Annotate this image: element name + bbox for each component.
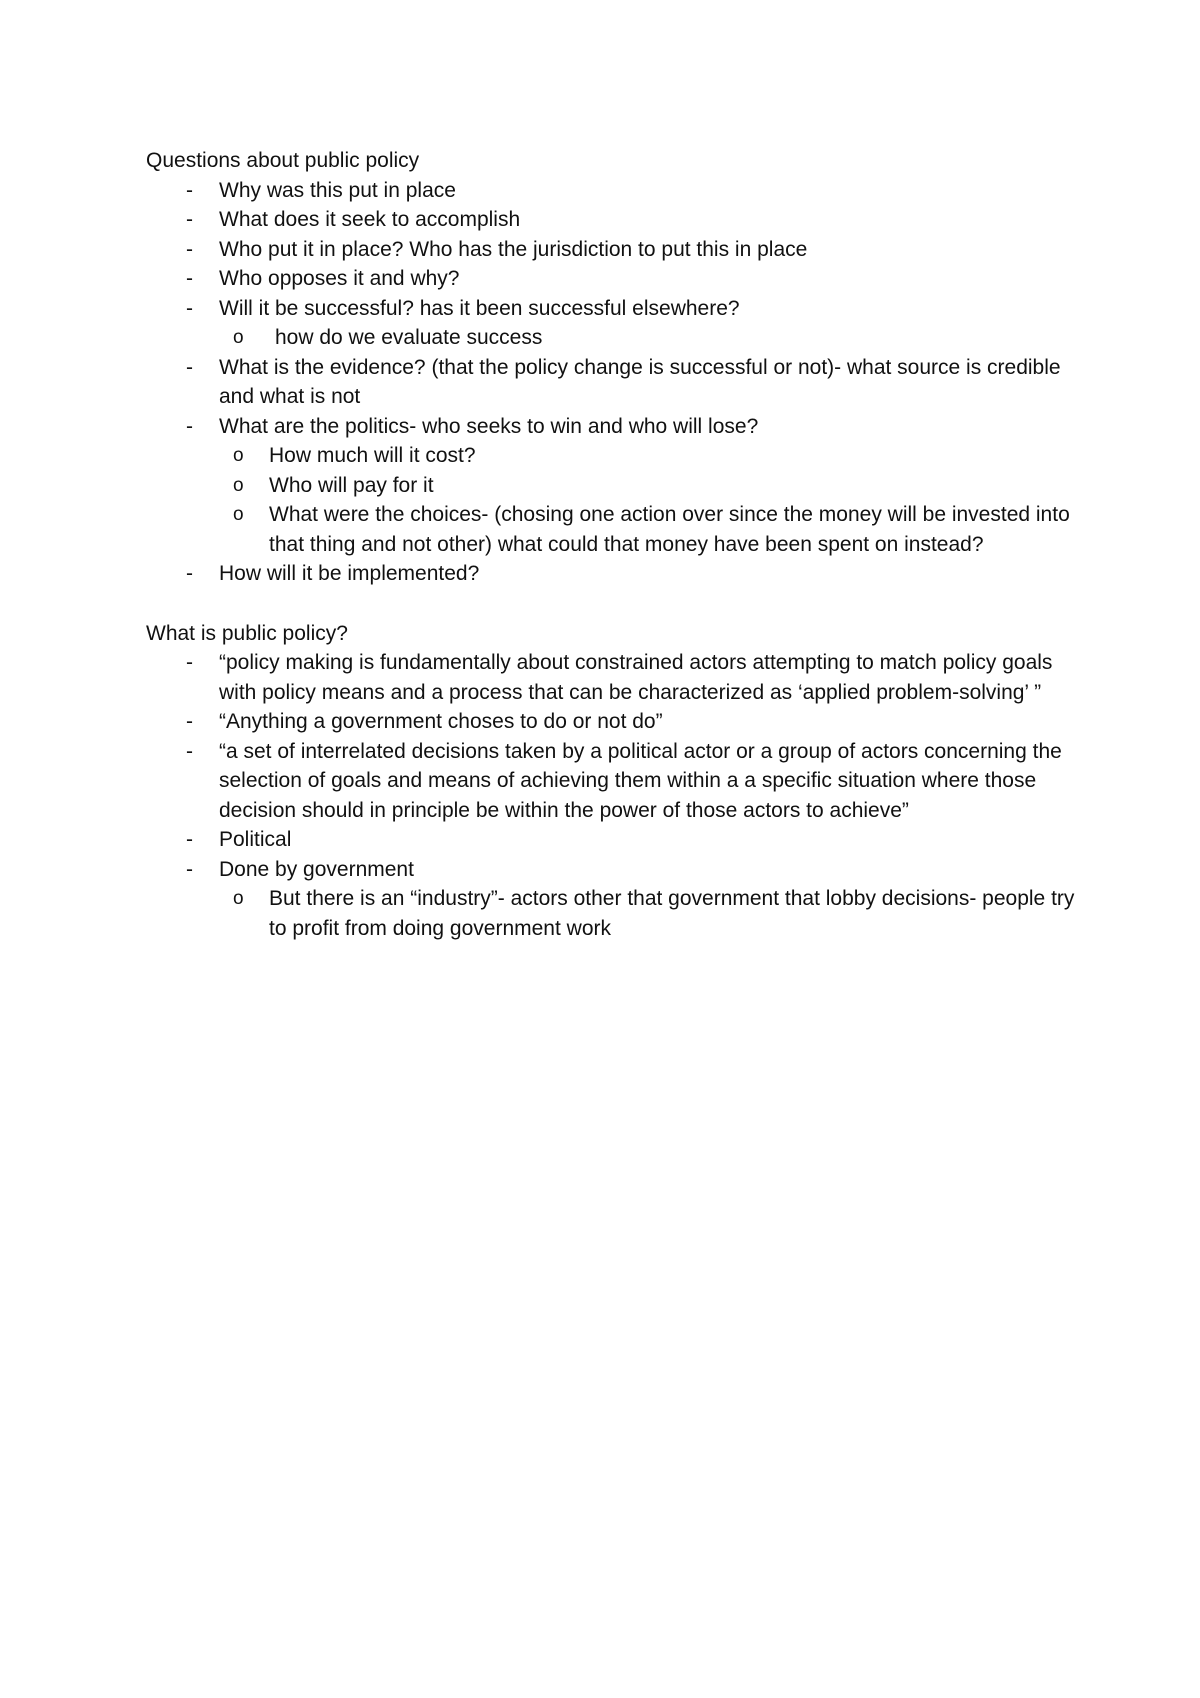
circle-bullet-icon: o (233, 474, 244, 496)
list-item-text: Who put it in place? Who has the jurisdiction to put this in place (219, 237, 808, 261)
list-item (146, 353, 1086, 412)
list-item (146, 264, 1086, 294)
circle-bullet-icon: o (233, 445, 244, 466)
sub-list-item-text: How much will it cost? (269, 444, 476, 467)
sub-list-item-text: Who will pay for it (269, 473, 434, 497)
bullet-list (146, 648, 1086, 943)
document-page (146, 146, 1086, 943)
list-item (146, 855, 1086, 944)
sub-list-item (219, 441, 1086, 471)
dash-bullet-icon: - (186, 857, 193, 881)
dash-bullet-icon: - (186, 208, 193, 231)
bullet-list (146, 176, 1086, 589)
dash-bullet-icon: - (186, 651, 193, 674)
circle-bullet-icon: o (233, 504, 244, 525)
dash-bullet-icon: - (186, 562, 193, 585)
list-item (146, 707, 1086, 737)
section-spacer (146, 589, 1086, 619)
list-item (146, 825, 1086, 855)
list-item (146, 205, 1086, 235)
sub-list-item (219, 884, 1086, 943)
section-heading: What is public policy? (146, 621, 348, 645)
sub-list-item (219, 471, 1086, 501)
sub-list-item-text: What were the choices- (chosing one action over since the money will be invested into that thing and not other) what could that money have been spent on instead? (269, 503, 1070, 556)
sub-list-item-text: how do we evaluate success (275, 326, 543, 349)
list-item-text: “Anything a government choses to do or not do” (219, 710, 663, 733)
dash-bullet-icon: - (186, 237, 193, 261)
list-item (146, 235, 1086, 265)
dash-bullet-icon: - (186, 828, 193, 851)
section-questions (146, 146, 1086, 589)
list-item (146, 294, 1086, 353)
list-item (146, 176, 1086, 206)
list-item-text: Done by government (219, 857, 414, 881)
list-item (146, 412, 1086, 560)
sub-list-item-text: But there is an “industry”- actors other that government that lobby decisions- people try to profit from doing government work (269, 887, 1075, 940)
list-item-text: Why was this put in place (219, 178, 456, 202)
list-item-text: How will it be implemented? (219, 562, 480, 585)
dash-bullet-icon: - (186, 710, 193, 733)
dash-bullet-icon: - (186, 414, 193, 438)
list-item-text: “policy making is fundamentally about constrained actors attempting to match policy goals with policy means and a process that can be characterized as ‘applied problem-solving’ ” (219, 651, 1053, 704)
sub-bullet-list (219, 884, 1086, 943)
list-item-text: What does it seek to accomplish (219, 208, 521, 231)
dash-bullet-icon: - (186, 267, 193, 290)
circle-bullet-icon: o (233, 888, 244, 909)
list-item (146, 559, 1086, 589)
sub-bullet-list (219, 441, 1086, 559)
dash-bullet-icon: - (186, 739, 193, 763)
list-item-text: What is the evidence? (that the policy change is successful or not)- what source is credible and what is not (219, 355, 1061, 408)
list-item-text: Will it be successful? has it been successful elsewhere? (219, 296, 740, 320)
section-heading: Questions about public policy (146, 149, 420, 172)
sub-list-item (219, 500, 1086, 559)
section-definition (146, 619, 1086, 944)
list-item-text: Who opposes it and why? (219, 267, 460, 290)
circle-bullet-icon: o (233, 327, 244, 348)
list-item (146, 737, 1086, 826)
list-item (146, 648, 1086, 707)
sub-list-item (219, 323, 1086, 353)
sub-bullet-list (219, 323, 1086, 353)
dash-bullet-icon: - (186, 178, 193, 202)
dash-bullet-icon: - (186, 355, 193, 379)
list-item-text: Political (219, 828, 292, 851)
list-item-text: “a set of interrelated decisions taken by a political actor or a group of actors concerning the selection of goals and means of achieving them within a a specific situation where those decision should in principle be within the power of those actors to achieve” (219, 739, 1062, 822)
list-item-text: What are the politics- who seeks to win and who will lose? (219, 414, 759, 438)
dash-bullet-icon: - (186, 296, 193, 320)
